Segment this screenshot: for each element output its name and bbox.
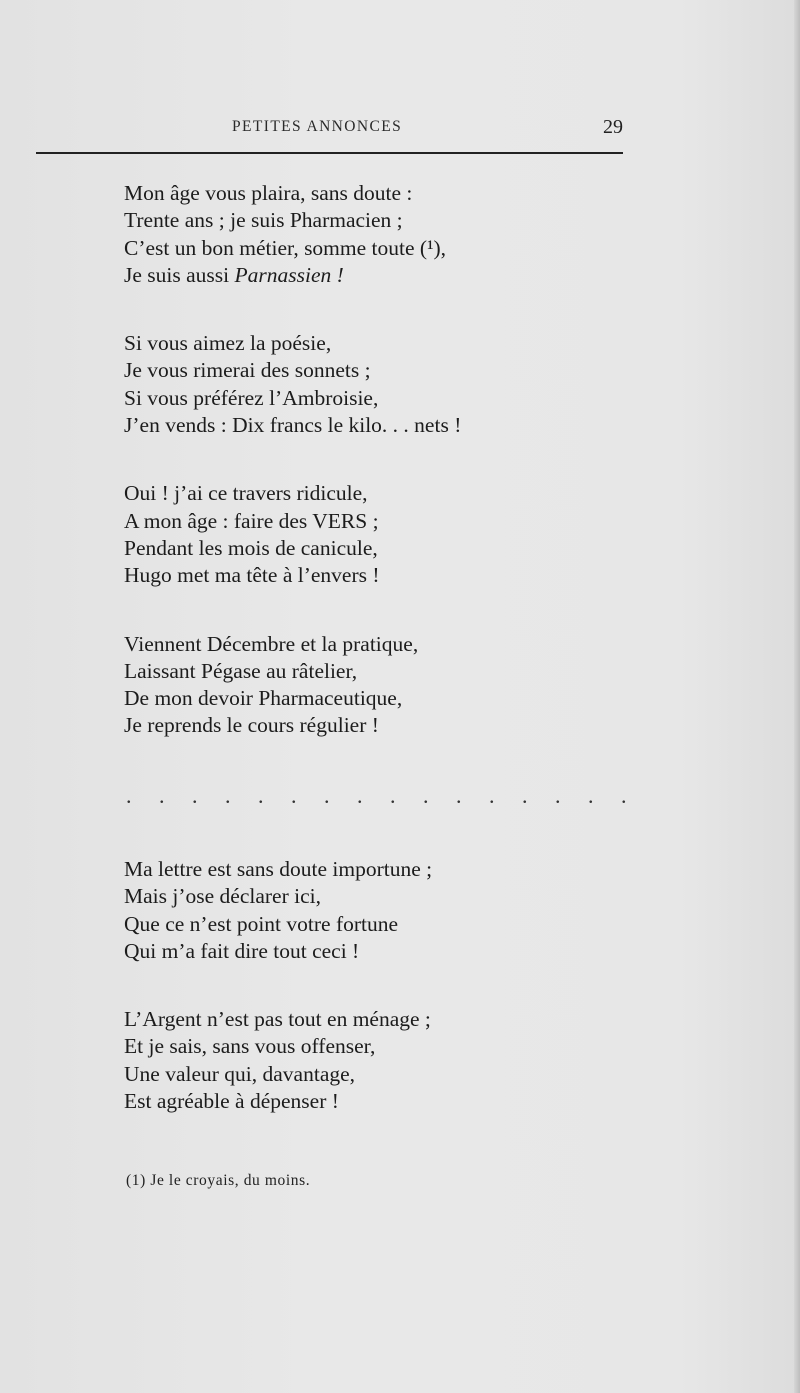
stanza-6	[124, 1006, 604, 1115]
verse-text: Je suis aussi	[124, 262, 230, 287]
verse-line: Pendant les mois de canicule,	[124, 535, 378, 560]
verse-line: C’est un bon métier, somme toute (¹),	[124, 235, 447, 260]
verse-line: Ma lettre est sans doute importune ;	[124, 857, 433, 881]
verse-line: Si vous aimez la poésie,	[124, 331, 332, 356]
stanza-1	[124, 180, 604, 289]
poem-part-one	[124, 180, 604, 781]
verse-line: Laissant Pégase au râtelier,	[124, 658, 358, 683]
verse-line: Je vous rimerai des sonnets ;	[124, 358, 371, 383]
verse-line: Je reprends le cours régulier !	[124, 713, 379, 738]
header-rule	[36, 152, 623, 154]
ellipsis-row: . . . . . . . . . . . . . . . .	[126, 783, 638, 808]
verse-line: Mais j’ose déclarer ici,	[124, 884, 321, 909]
verse-line: A mon âge : faire des VERS ;	[124, 508, 379, 533]
verse-line: Si vous préférez l’Ambroisie,	[124, 385, 379, 410]
page-edge	[794, 0, 800, 1393]
stanza-2	[124, 330, 604, 439]
running-title: PETITES ANNONCES	[232, 118, 403, 135]
verse-line	[124, 262, 604, 289]
italic-word: Parnassien !	[234, 262, 344, 287]
stanza-4	[124, 631, 604, 740]
verse-line: J’en vends : Dix francs le kilo. . . nets !	[124, 413, 462, 438]
verse-line: Et je sais, sans vous offenser,	[124, 1034, 376, 1059]
page-header	[36, 118, 623, 158]
verse-line: Une valeur qui, davantage,	[124, 1061, 356, 1086]
page-number: 29	[603, 116, 623, 138]
verse-line: Mon âge vous plaira, sans doute :	[124, 181, 413, 205]
verse-line: Oui ! j’ai ce travers ridicule,	[124, 481, 368, 506]
verse-line: Que ce n’est point votre fortune	[124, 911, 399, 936]
stanza-3	[124, 480, 604, 589]
verse-line: Hugo met ma tête à l’envers !	[124, 563, 380, 588]
verse-line: L’Argent n’est pas tout en ménage ;	[124, 1007, 431, 1032]
verse-line: Viennent Décembre et la pratique,	[124, 631, 419, 656]
verse-line: Trente ans ; je suis Pharmacien ;	[124, 208, 403, 233]
verse-line: De mon devoir Pharmaceutique,	[124, 686, 403, 711]
footnote: (1) Je le croyais, du moins.	[126, 1172, 311, 1189]
stanza-5	[124, 856, 604, 965]
poem-part-two	[124, 856, 604, 1156]
verse-line: Est agréable à dépenser !	[124, 1089, 339, 1114]
verse-line: Qui m’a fait dire tout ceci !	[124, 938, 360, 963]
